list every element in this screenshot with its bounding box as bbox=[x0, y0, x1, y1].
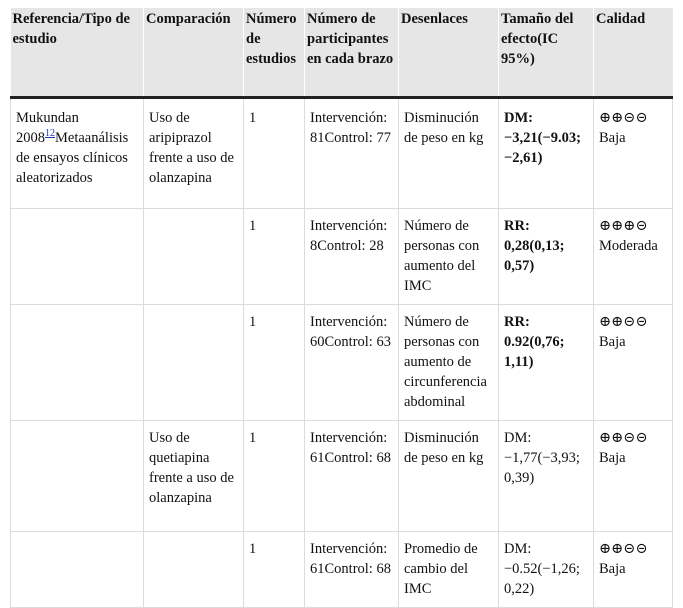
table-row bbox=[11, 98, 673, 209]
study-type-text: Metaanálisis de ensayos clínicos aleatorizados bbox=[16, 130, 129, 186]
table-row bbox=[11, 209, 673, 305]
cell-participants: Intervención: 60Control: 63 bbox=[305, 305, 399, 421]
evidence-table bbox=[10, 8, 673, 608]
cell-outcome: Número de personas con aumento del IMC bbox=[399, 209, 499, 305]
quality-rating-symbols: ⊕⊕⊝⊝ bbox=[599, 430, 648, 446]
table-header bbox=[11, 8, 673, 98]
cell-participants: Intervención: 81Control: 77 bbox=[305, 98, 399, 209]
cell-studies: 1 bbox=[244, 305, 305, 421]
cell-studies: 1 bbox=[244, 532, 305, 608]
cell-participants: Intervención: 61Control: 68 bbox=[305, 532, 399, 608]
cell-outcome: Disminución de peso en kg bbox=[399, 98, 499, 209]
cell-reference bbox=[11, 421, 144, 532]
cell-comparison bbox=[144, 532, 244, 608]
cell-participants: Intervención: 8Control: 28 bbox=[305, 209, 399, 305]
table-row bbox=[11, 532, 673, 608]
citation-link[interactable]: 12 bbox=[45, 128, 55, 140]
quality-rating-symbols: ⊕⊕⊕⊝ bbox=[599, 218, 648, 234]
cell-reference bbox=[11, 305, 144, 421]
quality-label: Baja bbox=[599, 561, 626, 577]
cell-reference bbox=[11, 98, 144, 209]
cell-effect-size: DM: −1,77(−3,93; 0,39) bbox=[499, 421, 594, 532]
reference-text: Mukundan 2008 bbox=[16, 110, 79, 146]
cell-studies: 1 bbox=[244, 421, 305, 532]
cell-quality bbox=[594, 305, 673, 421]
cell-effect-size: RR: 0,28(0,13; 0,57) bbox=[499, 209, 594, 305]
cell-quality bbox=[594, 532, 673, 608]
evidence-table-container bbox=[10, 8, 672, 608]
header-studies: Número de estudios bbox=[244, 8, 305, 98]
cell-comparison bbox=[144, 305, 244, 421]
cell-reference bbox=[11, 532, 144, 608]
quality-rating-symbols: ⊕⊕⊝⊝ bbox=[599, 314, 648, 330]
quality-label: Moderada bbox=[599, 238, 658, 254]
quality-rating-symbols: ⊕⊕⊝⊝ bbox=[599, 541, 648, 557]
table-row bbox=[11, 305, 673, 421]
quality-label: Baja bbox=[599, 334, 626, 350]
cell-reference bbox=[11, 209, 144, 305]
cell-outcome: Número de personas con aumento de circunferencia abdominal bbox=[399, 305, 499, 421]
quality-rating-symbols: ⊕⊕⊝⊝ bbox=[599, 110, 648, 126]
cell-quality bbox=[594, 421, 673, 532]
cell-participants: Intervención: 61Control: 68 bbox=[305, 421, 399, 532]
cell-outcome: Disminución de peso en kg bbox=[399, 421, 499, 532]
cell-studies: 1 bbox=[244, 98, 305, 209]
cell-quality bbox=[594, 98, 673, 209]
cell-quality bbox=[594, 209, 673, 305]
cell-outcome: Promedio de cambio del IMC bbox=[399, 532, 499, 608]
cell-comparison: Uso de quetiapina frente a uso de olanzapina bbox=[144, 421, 244, 532]
header-reference: Referencia/Tipo de estudio bbox=[11, 8, 144, 98]
cell-comparison: Uso de aripiprazol frente a uso de olanzapina bbox=[144, 98, 244, 209]
cell-effect-size: DM: −3,21(−9.03; −2,61) bbox=[499, 98, 594, 209]
table-body bbox=[11, 98, 673, 608]
cell-comparison bbox=[144, 209, 244, 305]
header-comparison: Comparación bbox=[144, 8, 244, 98]
header-effect-size: Tamaño del efecto(IC 95%) bbox=[499, 8, 594, 98]
quality-label: Baja bbox=[599, 450, 626, 466]
citation-superscript bbox=[45, 128, 55, 139]
quality-label: Baja bbox=[599, 130, 626, 146]
table-row bbox=[11, 421, 673, 532]
header-participants: Número de participantes en cada brazo bbox=[305, 8, 399, 98]
cell-effect-size: RR: 0.92(0,76; 1,11) bbox=[499, 305, 594, 421]
header-outcomes: Desenlaces bbox=[399, 8, 499, 98]
cell-effect-size: DM: −0.52(−1,26; 0,22) bbox=[499, 532, 594, 608]
cell-studies: 1 bbox=[244, 209, 305, 305]
header-quality: Calidad bbox=[594, 8, 673, 98]
header-row bbox=[11, 8, 673, 98]
